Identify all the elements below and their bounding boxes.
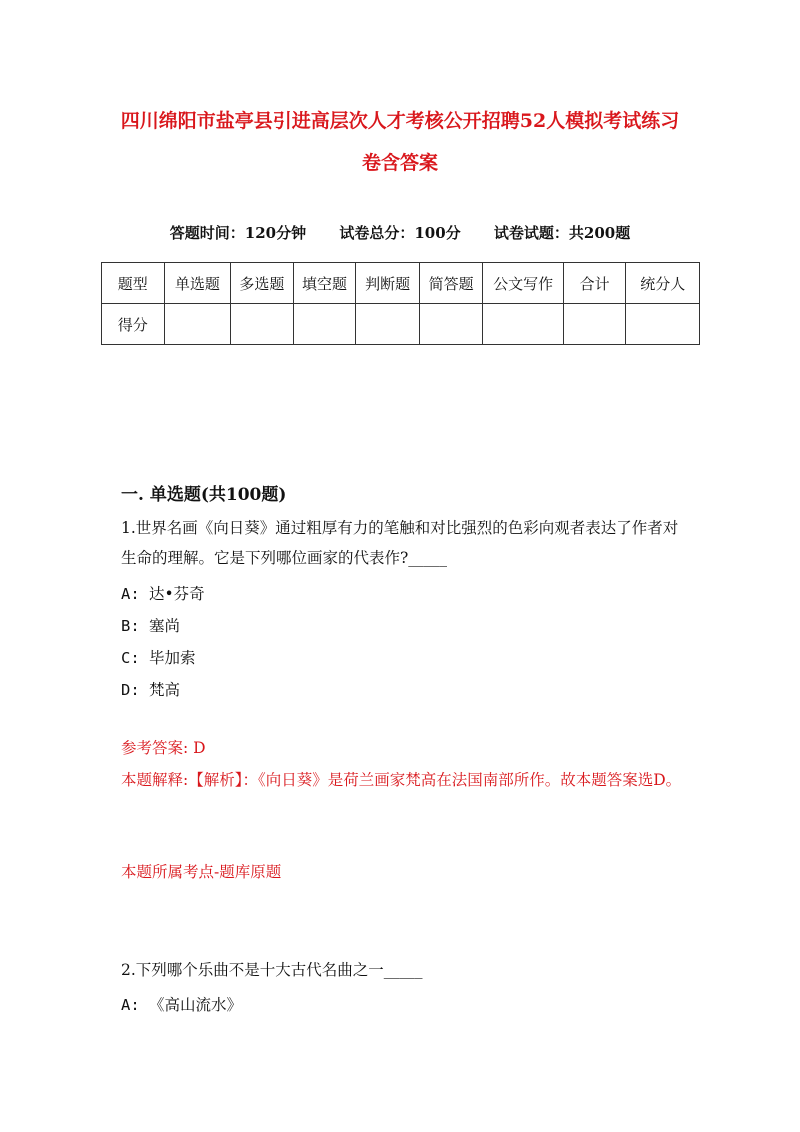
option-text: 梵高 — [149, 681, 181, 699]
score-table-header: 题型 — [102, 263, 165, 304]
question-2-option-a — [121, 993, 242, 1015]
score-table-header: 填空题 — [293, 263, 356, 304]
question-1-answer: 参考答案: D — [121, 739, 206, 757]
score-table-score-row — [102, 304, 700, 345]
option-key: C: — [121, 649, 140, 667]
option-text: 毕加索 — [149, 649, 196, 667]
exam-total-score: 试卷总分：100分 — [339, 224, 461, 242]
score-cell — [231, 304, 294, 345]
score-cell — [419, 304, 483, 345]
score-table-header-row — [102, 263, 700, 304]
exam-time: 答题时间：120分钟 — [169, 224, 307, 242]
question-1-option-b — [121, 614, 180, 636]
exam-meta — [0, 222, 800, 243]
question-1-explanation: 本题解释:【解析】：《向日葵》是荷兰画家梵高在法国南部所作。故本题答案选D。 — [121, 771, 682, 789]
score-cell — [293, 304, 356, 345]
option-key: D: — [121, 681, 140, 699]
score-table-header: 多选题 — [231, 263, 294, 304]
exam-question-count: 试卷试题：共200题 — [493, 224, 631, 242]
question-2-text: 2.下列哪个乐曲不是十大古代名曲之一_____ — [121, 961, 423, 979]
option-key: A: — [121, 996, 140, 1014]
option-text: 达•芬奇 — [149, 585, 205, 603]
score-cell — [626, 304, 700, 345]
score-cell — [164, 304, 231, 345]
score-table-header: 公文写作 — [483, 263, 563, 304]
document-title-line2: 卷含答案 — [361, 152, 438, 174]
question-1-option-d — [121, 678, 180, 700]
score-table-header: 合计 — [563, 263, 626, 304]
section-heading: 一. 单选题(共100题) — [121, 485, 287, 505]
document-title-line1: 四川绵阳市盐亭县引进高层次人才考核公开招聘52人模拟考试练习 — [120, 110, 680, 132]
option-key: A: — [121, 585, 140, 603]
option-key: B: — [121, 617, 140, 635]
question-1-source: 本题所属考点-题库原题 — [121, 863, 282, 881]
question-1-text: 1.世界名画《向日葵》通过粗厚有力的笔触和对比强烈的色彩向观者表达了作者对生命的理解。它是下列哪位画家的代表作?_____ — [121, 519, 679, 567]
question-1-option-c — [121, 646, 196, 668]
score-table-header: 判断题 — [356, 263, 420, 304]
option-text: 塞尚 — [149, 617, 181, 635]
option-text: 《高山流水》 — [149, 996, 243, 1014]
score-table — [101, 262, 700, 345]
score-row-label: 得分 — [102, 304, 165, 345]
score-table-header: 简答题 — [419, 263, 483, 304]
question-1-option-a — [121, 582, 205, 604]
score-table-header: 单选题 — [164, 263, 231, 304]
score-cell — [356, 304, 420, 345]
score-cell — [483, 304, 563, 345]
score-table-header: 统分人 — [626, 263, 700, 304]
score-cell — [563, 304, 626, 345]
